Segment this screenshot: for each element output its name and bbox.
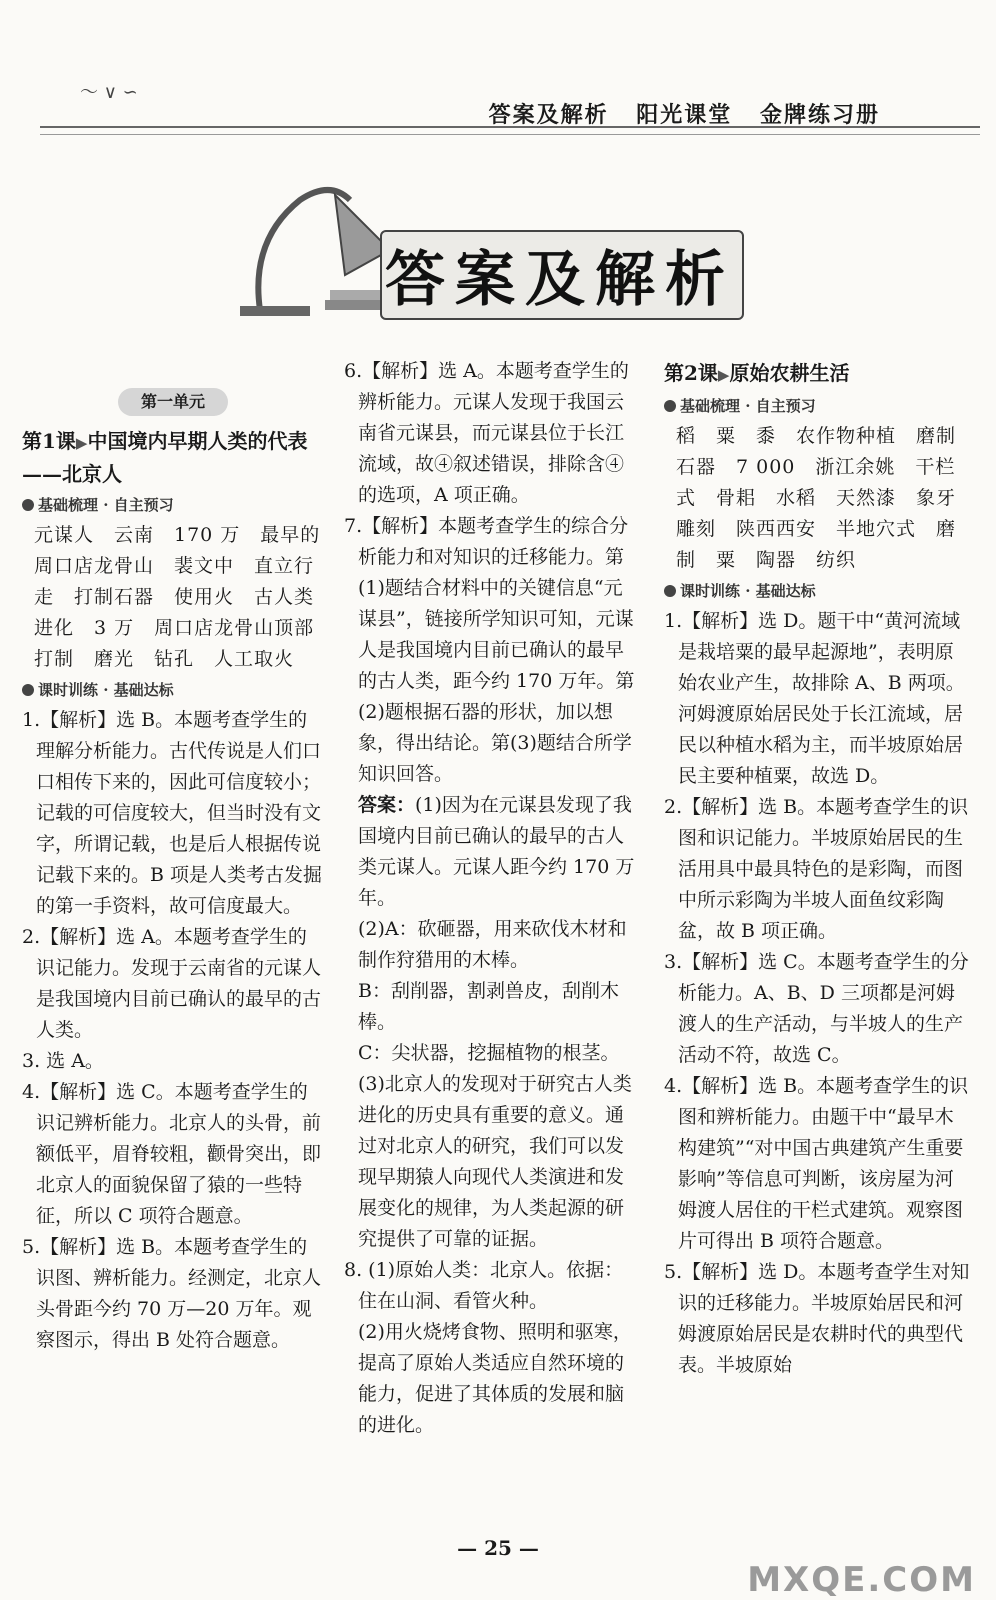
answer-text: C：尖状器，挖掘植物的根茎。 — [358, 1042, 620, 1064]
bullet-icon — [664, 585, 676, 597]
birds-decoration: 〜 ∨ ∽ — [80, 82, 138, 103]
bullet-icon — [664, 400, 676, 412]
answer-text: (2)用火烧烤食物、照明和驱寒，提高了原始人类适应自然环境的能力，促进了其体质的发展和脑的进化。 — [358, 1321, 632, 1436]
arrow-icon: ▶ — [75, 434, 88, 452]
answer-text: (2)A：砍砸器，用来砍伐木材和制作狩猎用的木棒。 — [358, 918, 627, 971]
section-heading-practice — [22, 677, 324, 703]
section-label: 基础梳理 · 自主预习 — [38, 496, 174, 514]
answer-item: 2.【解析】选 A。本题考查学生的识记能力。发现于云南省的元谋人是我国境内目前已确认的最早的古人类。 — [22, 926, 322, 1041]
column-1 — [22, 356, 341, 1356]
watermark: MXQE.COM — [747, 1560, 976, 1600]
desk-lamp-icon — [240, 180, 390, 320]
bullet-icon — [22, 499, 34, 511]
answer-terms: 元谋人 云南 170 万 最早的 周口店龙骨山 裴文中 直立行走 打制石器 使用火 古人类进化 3 万 周口店龙骨山顶部 打制 磨光 钻孔 人工取火 — [34, 524, 341, 670]
header-brand: 阳光课堂 — [636, 102, 733, 128]
lesson-title: 中国境内早期人类的代表——北京人 — [22, 429, 308, 486]
answer-label: 答案： — [358, 794, 416, 816]
answer-item: 2.【解析】选 B。本题考查学生的识图和识记能力。半坡原始居民的生活用具中最具特色的是彩陶，而图中所示彩陶为半坡人面鱼纹彩陶盆，故 B 项正确。 — [664, 796, 969, 942]
column-2 — [344, 356, 640, 1441]
page-number: — 25 — — [457, 1536, 539, 1560]
answer-item: 3. 选 A。 — [22, 1050, 104, 1072]
answer-item: 8. (1)原始人类：北京人。依据：住在山洞、看管火种。 — [344, 1259, 624, 1312]
lesson-number: 第2课 — [664, 361, 718, 385]
column-3 — [664, 356, 970, 1381]
lesson-title: 原始农耕生活 — [729, 361, 850, 385]
lesson-heading-1 — [22, 426, 324, 490]
answer-block — [344, 790, 640, 914]
section-heading-practice — [664, 578, 970, 604]
section-label: 基础梳理 · 自主预习 — [680, 397, 816, 415]
answer-item: 1.【解析】选 B。本题考查学生的理解分析能力。古代传说是人们口口相传下来的，因此可信度较小；记载的可信度较大，但当时没有文字，所谓记载，也是后人根据传说记载下来的。B 项是人类考古发掘的第一手资料，故可信度最大。 — [22, 709, 323, 917]
answer-item: 3.【解析】选 C。本题考查学生的分析能力。A、B、D 三项都是河姆渡人的生产活动，与半坡人的生产活动不符，故选 C。 — [664, 951, 969, 1066]
answer-item: 5.【解析】选 B。本题考查学生的识图、辨析能力。经测定，北京人头骨距今约 70 万—20 万年。观察图示，得出 B 处符合题意。 — [22, 1236, 322, 1351]
page-title: 答案及解析 — [385, 245, 735, 315]
page-header — [40, 96, 980, 138]
unit-badge: 第一单元 — [118, 388, 228, 416]
answer-terms: 稻 粟 黍 农作物种植 磨制石器 7 000 浙江余姚 干栏式 骨耜 水稻 天然漆 象牙雕刻 陕西西安 半地穴式 磨制 粟 陶器 纺织 — [676, 425, 957, 571]
section-label: 课时训练 · 基础达标 — [38, 681, 174, 699]
header-section: 答案及解析 — [488, 102, 609, 128]
answer-text: B：刮削器，割剥兽皮，刮削木棒。 — [358, 980, 619, 1033]
arrow-icon: ▶ — [717, 366, 730, 384]
lesson-number: 第1课 — [22, 429, 76, 453]
answer-item: 5.【解析】选 D。本题考查学生对知识的迁移能力。半坡原始居民和河姆渡原始居民是农耕时代的典型代表。半坡原始 — [664, 1261, 970, 1376]
section-heading-preview — [664, 393, 970, 419]
header-series: 金牌练习册 — [759, 102, 880, 128]
answer-item: 4.【解析】选 C。本题考查学生的识记辨析能力。北京人的头骨，前额低平，眉脊较粗，颧骨突出，即北京人的面貌保留了猿的一些特征，所以 C 项符合题意。 — [22, 1081, 322, 1227]
section-heading-preview — [22, 492, 324, 518]
answer-text: (1)因为在元谋县发现了我国境内目前已确认的最早的古人类元谋人。元谋人距今约 170 万年。 — [358, 794, 635, 909]
header-text — [471, 98, 880, 129]
answer-item: 6.【解析】选 A。本题考查学生的辨析能力。元谋人发现于我国云南省元谋县，而元谋县位于长江流域，故④叙述错误，排除含④的选项，A 项正确。 — [344, 360, 629, 506]
answer-item: 1.【解析】选 D。题干中“黄河流域是栽培粟的最早起源地”，表明原始农业产生，故排除 A、B 两项。河姆渡原始居民处于长江流域，居民以种植水稻为主，而半坡原始居民主要种植粟，故选 D。 — [664, 610, 965, 787]
answer-item: 7.【解析】本题考查学生的综合分析能力和对知识的迁移能力。第(1)题结合材料中的关键信息“元谋县”，链接所学知识可知，元谋人是我国境内目前已确认的最早的古人类，距今约 170 万年。第(2)题根据石器的形状，加以想象，得出结论。第(3)题结合所学知识回答。 — [344, 515, 635, 785]
section-label: 课时训练 · 基础达标 — [680, 582, 816, 600]
answer-item: 4.【解析】选 B。本题考查学生的识图和辨析能力。由题干中“最早木构建筑”“对中国古典建筑产生重要影响”等信息可判断，该房屋为河姆渡人居住的干栏式建筑。观察图片可得出 B 项符合题意。 — [664, 1075, 969, 1252]
title-block — [220, 180, 800, 340]
bullet-icon — [22, 684, 34, 696]
lesson-heading-2 — [664, 358, 970, 391]
answer-text: (3)北京人的发现对于研究古人类进化的历史具有重要的意义。通过对北京人的研究，我们可以发现早期猿人向现代人类演进和发展变化的规律，为人类起源的研究提供了可靠的证据。 — [358, 1073, 632, 1250]
